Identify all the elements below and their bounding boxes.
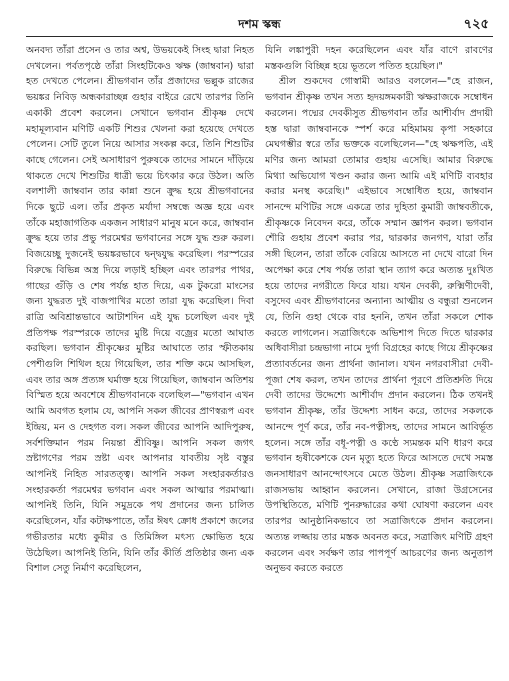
page-number: ৭২৫ [463,17,489,32]
left-paragraph-1: অনবদ্য তাঁরা প্রসেন ও তার অশ্ব, উভয়কেই সিংহ দ্বারা নিহত দেখলেন। পর্বতপৃষ্ঠে তাঁরা সিংহটিকেও ঋক্ষ (জাম্ববান) দ্বারা হত দেখতে পেলেন। শ্রীভগবান তাঁর প্রজাদের ভল্লুক রাজের ভয়ঙ্কর নিবিড় অন্ধকারাচ্ছন্ন গুহার বাইরে রেখে তারপর তিনি একাকী প্রবেশ করলেন। সেখানে ভগবান শ্রীকৃষ্ণ দেখে মহামূল্যবান মণিটি একটি শিশুর খেলনা করা হয়েছে দেখতে পেলেন। সেটি তুলে নিয়ে আসার সংকল্প করে, তিনি শিশুটির কাছে গেলেন। সেই অসাধারণ পুরুষকে তাদের সামনে দাঁড়িয়ে থাকতে দেখে শিশুটির ধাত্রী ভয়ে চিৎকার করে উঠল। অতি বলশালী জাম্ববান তার কান্না শুনে ক্রুদ্ধ হয়ে শ্রীভগবানের দিকে ছুটে এল। তাঁর প্রকৃত মর্যাদা সম্বন্ধে অজ্ঞ হয়ে এবং তাঁকে মহাজাগতিক একজন সাধারণ মানুষ মনে করে, জাম্ববান ক্রুদ্ধ হয়ে তার প্রভু পরমেশ্বর ভগবানের সঙ্গে যুদ্ধ শুরু করল। বিজয়েচ্ছু দুজনেই ভয়ঙ্করভাবে দ্বন্দ্বযুদ্ধ করেছিল। পরস্পরের বিরুদ্ধে বিভিন্ন অস্ত্র দিয়ে লড়াই হচ্ছিল এবং তারপর পাথর, গাছের গুঁড়ি ও শেষ পর্যন্ত হাত দিয়ে, এক টুকরো মাংসের জন্য যুদ্ধরত দুই বাজপাখির মতো তারা যুদ্ধ করেছিল। দিবা রাত্রি অবিশ্রান্তভাবে আটাশদিন এই যুদ্ধ চলেছিল এবং দুই প্রতিপক্ষ পরস্পরকে তাদের মুষ্টি দিয়ে বজ্রের মতো আঘাত করছিল। ভগবান শ্রীকৃষ্ণের মুষ্টির আঘাতে তার স্ফীতকায় পেশীগুলি শিথিল হয়ে গিয়েছিল, তার শক্তি কমে আসছিল, এবং তার অঙ্গ প্রত্যঙ্গ ঘর্মাক্ত হয়ে গিয়েছিল, জাম্ববান অতিশয় বিস্মিত হয়ে অবশেষে শ্রীভগবানকে বলেছিল—"ভগবান এখন আমি অবগত হলাম যে, আপনি সকল জীবের প্রাণস্বরূপ এবং ইন্দ্রিয়, মন ও দেহগত বল। সকল জীবের আপনি আদিপুরুষ, সর্বশক্তিমান পরম নিয়ন্তা শ্রীবিষ্ণু। আপনি সকল জগৎ স্রষ্টাগণের পরম স্রষ্টা এবং আপনার যাবতীয় সৃষ্ট বস্তুর আপনিই নিহিত সারতত্ত্ব। আপনি সকল সংহারকর্তারও সংহারকর্তা পরমেশ্বর ভগবান এবং সকল আত্মার পরমাত্মা। আপনিই তিনি, যিনি সমুদ্রকে পথ প্রদানের জন্য চালিত করেছিলেন, যাঁর কটাক্ষপাতে, তাঁর ঈষৎ ক্রোধ প্রকাশে জলের গভীরতার মধ্যে কুমীর ও তিমিঙ্গিল মৎস্য ক্ষোভিত হয়ে উঠেছিল। আপনিই তিনি, যিনি তাঁর কীর্তি প্রতিষ্ঠার জন্য এক বিশাল সেতু নির্মাণ করেছিলেন, [26,45,254,575]
right-paragraph-2: শ্রীল শুকদেব গোস্বামী আরও বললেন—"হে রাজন, ভগবান শ্রীকৃষ্ণ তখন সত্য হৃদয়ঙ্গমকারী ঋক্ষরাজকে সম্বোধন করলেন। পদ্মের দেবকীসুত শ্রীভগবান তাঁর আশীর্বাদ প্রদায়ী হস্ত দ্বারা জাম্ববানকে স্পর্শ করে মহিমাময় কৃপা সহকারে মেঘগম্ভীর স্বরে তাঁর ভক্তকে বলেছিলেন—"হে ঋক্ষপতি, এই মণির জন্য আমরা তোমার গুহায় এসেছি। আমার বিরুদ্ধে মিথ্যা অভিযোগ খণ্ডন করার জন্য আমি এই মণিটি ব্যবহার করার মনস্থ করেছি।" এইভাবে সম্বোধিত হয়ে, জাম্ববান সানন্দে মণিটির সঙ্গে একত্রে তার দুহিতা কুমারী জাম্ববতীকে, শ্রীকৃষ্ণকে নিবেদন করে, তাঁকে সম্মান জ্ঞাপন করল। ভগবান শৌরি গুহায় প্রবেশ করার পর, দ্বারকার জনগণ, যারা তাঁর সঙ্গী ছিলেন, তারা তাঁকে বেরিয়ে আসতে না দেখে বারো দিন অপেক্ষা করে শেষ পর্যন্ত তারা স্থান ত্যাগ করে অত্যন্ত দুঃখিত হয়ে তাদের নগরীতে ফিরে যায়। যখন দেবকী, রুক্মিণীদেবী, বসুদেব এবং শ্রীভগবানের অন্যান্য আত্মীয় ও বন্ধুরা শুনলেন যে, তিনি গুহা থেকে বার হননি, তখন তাঁরা সকলে শোক করতে লাগলেন। সত্রাজিৎকে অভিশাপ দিতে দিতে দ্বারকার অধিবাসীরা চন্দ্রভাগা নামে দুর্গা বিগ্রহের কাছে গিয়ে শ্রীকৃষ্ণের প্রত্যাবর্তনের জন্য প্রার্থনা জানাল। যখন নগরবাসীরা দেবী-পূজা শেষ করল, তখন তাদের প্রার্থনা পূরণে প্রতিশ্রুতি দিয়ে দেবী তাদের উদ্দেশ্যে আশীর্বাদ প্রদান করলেন। ঠিক তখনই ভগবান শ্রীকৃষ্ণ, তাঁর উদ্দেশ্য সাধন করে, তাদের সকলকে আনন্দে পূর্ণ করে, তাঁর নব-পত্নীসহ, তাদের সামনে আবির্ভূত হলেন। সঙ্গে তাঁর বধূ-পত্নী ও কণ্ঠে স্যমন্তক মণি ধারণ করে ভগবান হৃষীকেশকে যেন মৃত্যু হতে ফিরে আসতে দেখে সমস্ত জনসাধারণ আনন্দোৎসবে মেতে উঠল। শ্রীকৃষ্ণ সত্রাজিৎকে রাজসভায় আহ্বান করলেন। সেখানে, রাজা উগ্রসেনের উপস্থিতিতে, মণিটি পুনরুদ্ধারের কথা ঘোষণা করলেন এবং তারপর আনুষ্ঠানিকভাবে তা সত্রাজিৎকে প্রদান করলেন। অত্যন্ত লজ্জায় তার মস্তক অবনত করে, সত্রাজিৎ মণিটি গ্রহণ করলেন এবং সর্বক্ষণ তার পাপপূর্ণ আচরণের জন্য অনুতাপ অনুভব করতে করতে [265,76,493,575]
right-column [265,43,493,675]
text-columns [26,43,493,675]
running-title: দশম স্কন্ধ [238,17,281,31]
left-column [26,43,254,675]
page-header [26,14,493,37]
right-paragraph-1: যিনি লঙ্কাপুরী দহন করেছিলেন এবং যাঁর বাণে রাবণের মস্তকগুলি বিচ্ছিন্ন হয়ে ভূতলে পতিত হয়েছিল।" [265,45,493,72]
